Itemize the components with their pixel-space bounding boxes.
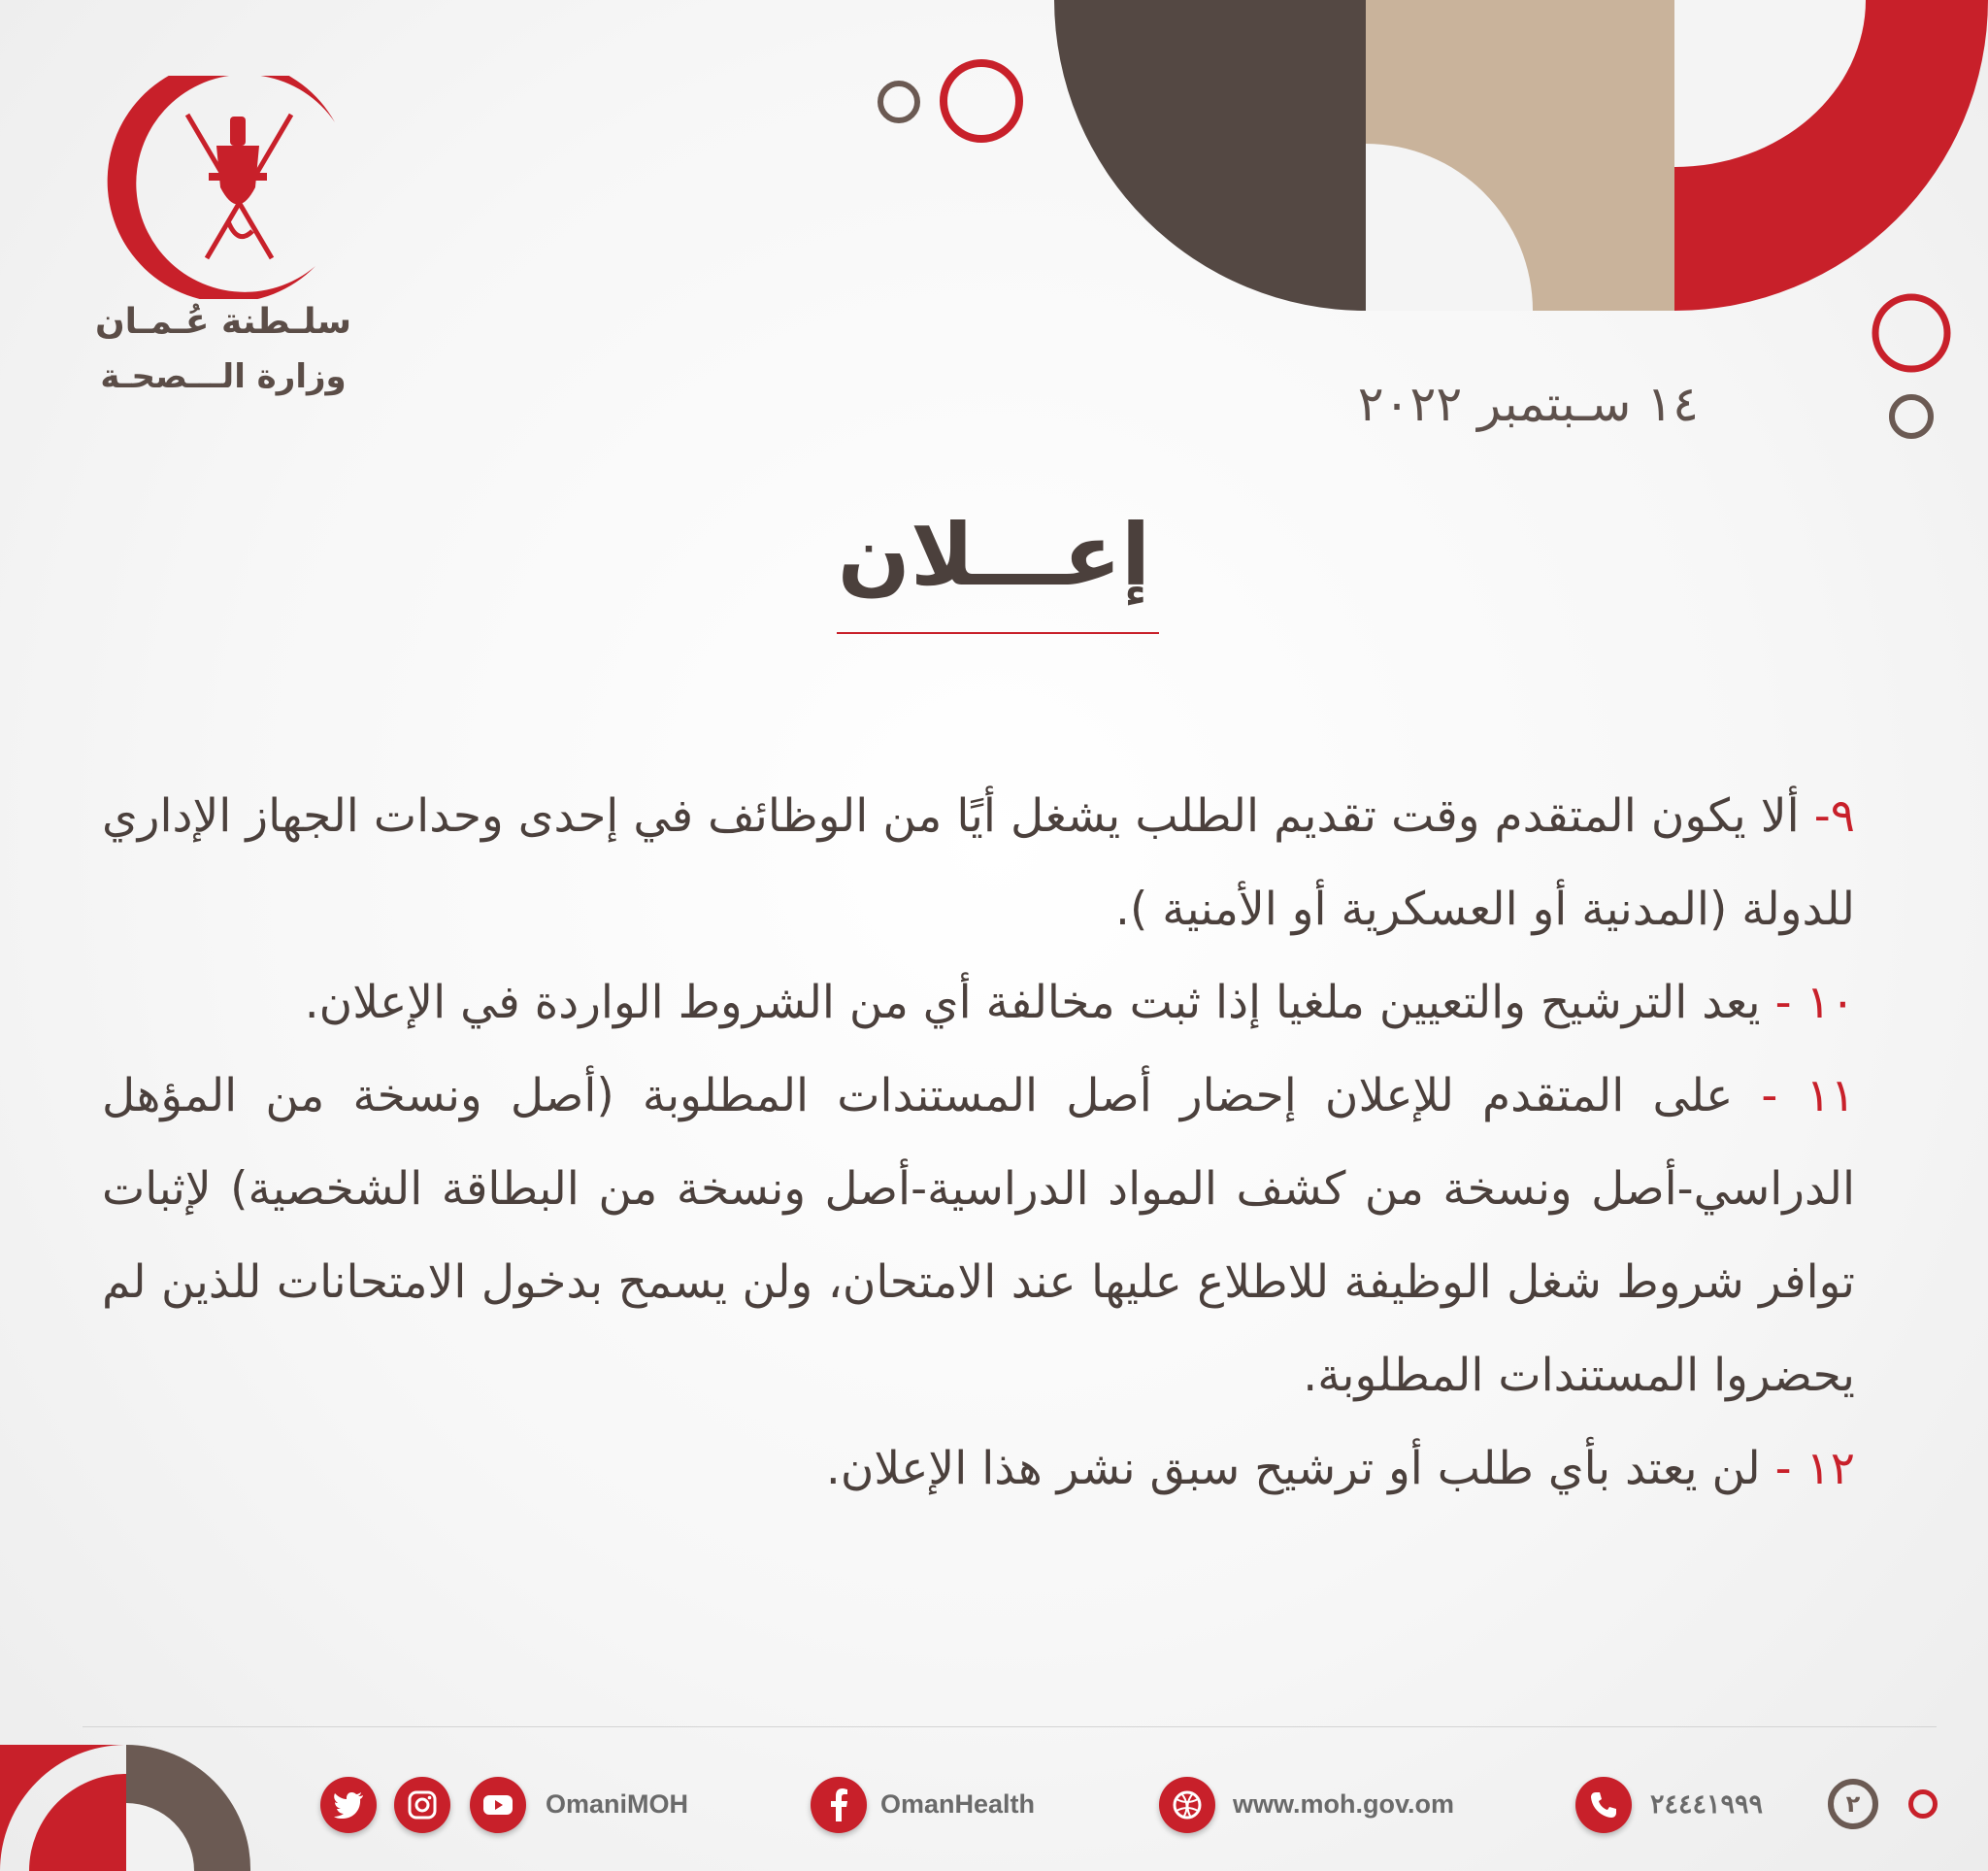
decor-circle-small-brown xyxy=(880,84,917,120)
item-text: يعد الترشيح والتعيين ملغيا إذا ثبت مخالفة أي من الشروط الواردة في الإعلان. xyxy=(304,976,1761,1029)
footer-divider xyxy=(83,1726,1937,1727)
item-text: لن يعتد بأي طلب أو ترشيح سبق نشر هذا الإعلان. xyxy=(825,1442,1761,1495)
decor-circle-red xyxy=(944,63,1019,139)
title-underline xyxy=(837,632,1159,634)
list-item xyxy=(102,1050,1855,1422)
decor-brown-half-disc xyxy=(1054,0,1366,311)
item-number: ١٢ - xyxy=(1774,1442,1855,1495)
list-item xyxy=(102,1422,1855,1516)
announcement-date: ١٤ سـبتمبر ٢٠٢٢ xyxy=(1357,376,1699,432)
page-number: ٢ xyxy=(1845,1790,1861,1818)
org-name-line2: وزارة الـــصحـة xyxy=(100,357,347,396)
item-number: ١١ - xyxy=(1761,1069,1856,1122)
emblem-icon xyxy=(92,76,354,299)
item-text: ألا يكون المتقدم وقت تقديم الطلب يشغل أيًا من الوظائف في إحدى وحدات الجهاز الإداري للدولة (المدنية أو العسكرية أو الأمنية ). xyxy=(102,789,1855,936)
item-text: على المتقدم للإعلان إحضار أصل المستندات المطلوبة (أصل ونسخة من المؤهل الدراسي-أصل ونسخة من كشف المواد الدراسية-أصل ونسخة من البطاقة الشخصية) لإثبات توافر شروط شغل الوظيفة للاطلاع عليها عند الامتحان، ولن يسمح بدخول الامتحانات للذين لم يحضروا المستندات المطلوبة. xyxy=(102,1069,1855,1402)
globe-icon[interactable] xyxy=(1159,1777,1215,1833)
phone-icon[interactable] xyxy=(1575,1777,1632,1833)
decor-circle-brown-right xyxy=(1892,397,1931,436)
instagram-icon[interactable] xyxy=(394,1777,450,1833)
announcement-body xyxy=(102,770,1855,1516)
phone-number[interactable]: ٢٤٤٤١٩٩٩ xyxy=(1650,1789,1764,1819)
footer-corner-decoration xyxy=(0,1745,252,1871)
list-item xyxy=(102,956,1855,1050)
item-number: ٩- xyxy=(1813,789,1855,843)
decor-circle-red-right xyxy=(1875,297,1947,369)
social-handle[interactable]: OmaniMOH xyxy=(546,1789,689,1819)
twitter-icon[interactable] xyxy=(320,1777,377,1833)
youtube-icon[interactable] xyxy=(470,1777,526,1833)
facebook-icon[interactable] xyxy=(811,1777,867,1833)
item-number: ١٠ - xyxy=(1774,976,1855,1029)
org-name-line1: سلـطنة عُـمـان xyxy=(94,302,352,342)
decor-circle-footer xyxy=(1908,1789,1938,1819)
website-link[interactable]: www.moh.gov.om xyxy=(1233,1789,1454,1819)
facebook-handle[interactable]: OmanHealth xyxy=(880,1789,1036,1819)
page-number-badge xyxy=(1828,1779,1878,1829)
ministry-logo xyxy=(92,76,354,396)
page-title: إعـــلان xyxy=(837,505,1151,605)
list-item xyxy=(102,770,1855,956)
